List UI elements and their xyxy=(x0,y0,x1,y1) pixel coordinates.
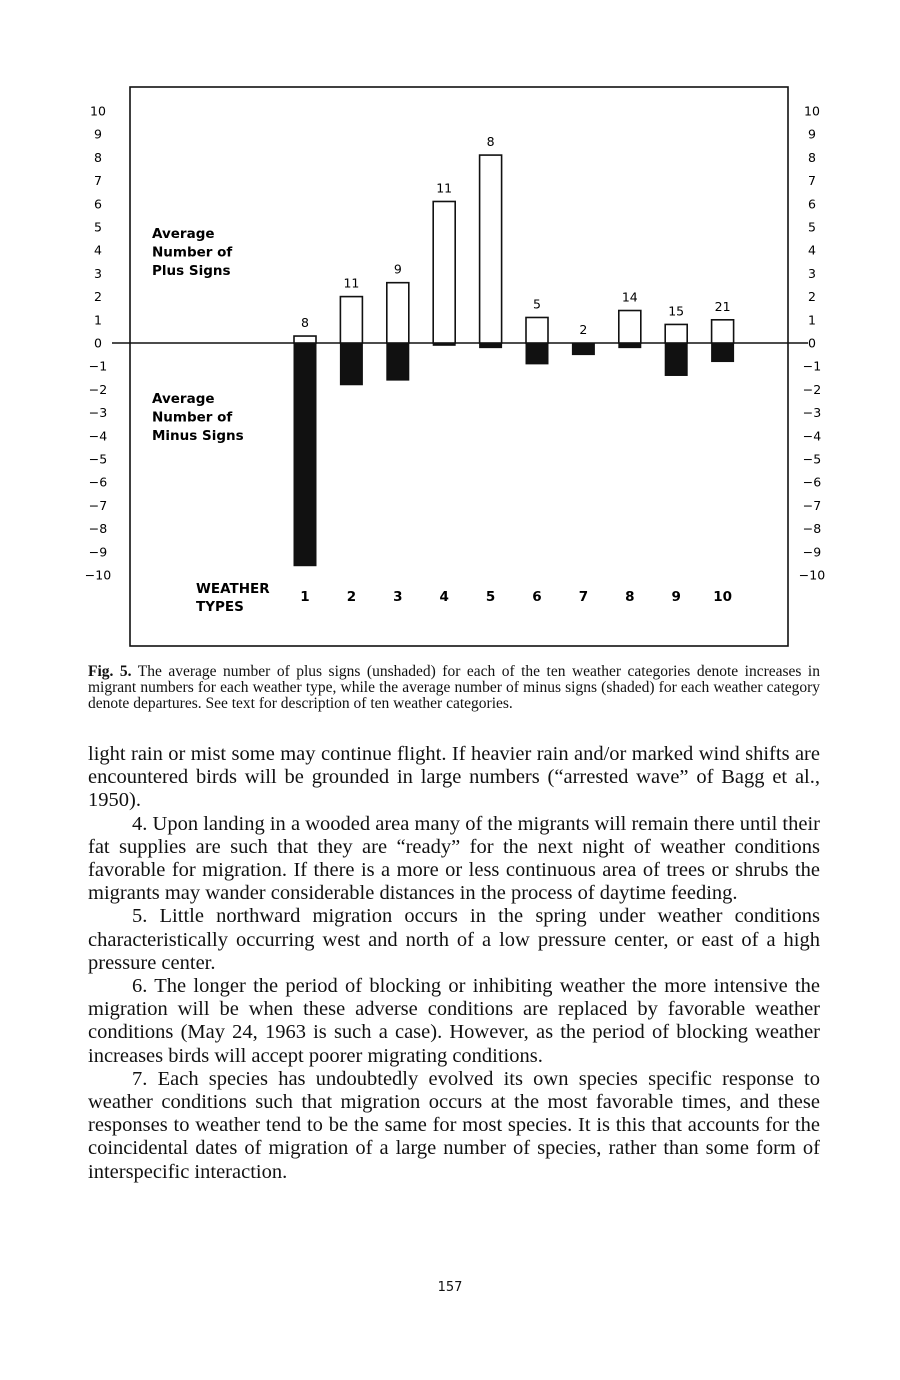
y-tick-right: 10 xyxy=(804,103,820,119)
y-tick-right: 8 xyxy=(808,149,816,165)
y-tick-left: 3 xyxy=(94,265,102,281)
x-tick-label: 4 xyxy=(439,589,449,605)
x-tick-label: 6 xyxy=(532,589,542,605)
y-tick-right: 3 xyxy=(808,265,816,281)
figure-caption-text: The average number of plus signs (unshaded) for each of the ten weather categories denote increases in migrant numbers for each weather type, while the average number of minus signs (shaded) for each weather category denote departures. See text for description of ten weather categories. xyxy=(88,663,820,712)
y-tick-right: 9 xyxy=(808,126,816,142)
paragraph-6: 6. The longer the period of blocking or inhibiting weather the more intensive the migration will be when these adverse conditions are replaced by favorable weather conditions (May 24, 1963 is such a case). However, as the period of blocking weather increases birds will accept poorer migrating conditions. xyxy=(88,975,820,1067)
paragraph-7: 7. Each species has undoubtedly evolved its own species specific response to weather conditions such that migration occurs at the most favorable times, and these responses to weather tend to be the same for most species. It is this that accounts for the coincidental dates of migration of a large number of species, rather than some form of interspecific interaction. xyxy=(88,1067,820,1183)
y-tick-left: −2 xyxy=(88,381,108,397)
y-tick-left: −7 xyxy=(88,497,108,513)
y-tick-right: 2 xyxy=(808,289,816,305)
minus-bar xyxy=(665,343,687,375)
bar-data-label: 11 xyxy=(436,180,453,196)
minus-bar xyxy=(572,343,594,355)
y-tick-left: 7 xyxy=(94,173,102,189)
legend-minus-line: Number of xyxy=(152,409,233,426)
y-tick-right: 7 xyxy=(808,173,816,189)
y-tick-left: −1 xyxy=(88,358,108,374)
figure-label: Fig. 5. xyxy=(88,663,132,680)
y-tick-right: −10 xyxy=(798,567,826,583)
bar-data-label: 15 xyxy=(668,303,685,319)
y-tick-left: −4 xyxy=(88,428,108,444)
plus-bar xyxy=(526,317,548,343)
figure-caption xyxy=(88,664,820,712)
bar-data-label: 5 xyxy=(533,296,541,312)
y-tick-left: 9 xyxy=(94,126,102,142)
y-tick-right: −5 xyxy=(802,451,822,467)
bar-data-label: 2 xyxy=(579,322,588,337)
minus-bar xyxy=(433,343,455,345)
plus-bar xyxy=(433,201,455,343)
page-number: 157 xyxy=(437,1280,463,1295)
bar-data-label: 9 xyxy=(393,261,402,277)
y-tick-left: 2 xyxy=(94,289,102,305)
y-tick-left: 1 xyxy=(94,312,102,328)
paragraph-4: 4. Upon landing in a wooded area many of the migrants will remain there until their fat supplies are such that they are “ready” for the next night of weather conditions favorable for migration. If there is a more or less continuous area of trees or shrubs the migrants may wander considerable distances in the process of daytime feeding. xyxy=(88,812,820,905)
y-tick-right: −4 xyxy=(802,428,822,444)
x-tick-label: 2 xyxy=(346,589,357,605)
y-tick-right: 0 xyxy=(808,335,816,351)
plus-bar xyxy=(340,297,362,343)
y-tick-left: 0 xyxy=(94,335,102,351)
y-tick-right: −7 xyxy=(802,497,822,513)
y-tick-right: −8 xyxy=(802,521,822,537)
bar-data-label: 11 xyxy=(343,275,360,291)
y-tick-left: −10 xyxy=(84,567,112,583)
x-tick-label: 9 xyxy=(671,589,681,605)
x-axis-title-line: WEATHER xyxy=(196,581,270,597)
plus-bar xyxy=(294,336,316,343)
y-tick-left: −8 xyxy=(88,521,108,537)
bar-data-label: 21 xyxy=(714,298,731,314)
x-tick-label: 7 xyxy=(578,589,589,605)
y-tick-right: 4 xyxy=(808,242,816,258)
y-tick-left: −5 xyxy=(88,451,108,467)
y-tick-left: 10 xyxy=(90,103,106,119)
bar-chart xyxy=(0,0,900,660)
minus-bar xyxy=(619,343,641,348)
x-tick-label: 3 xyxy=(393,589,403,605)
y-tick-left: −9 xyxy=(88,544,108,560)
body-text xyxy=(88,743,820,1184)
minus-bar xyxy=(387,343,409,380)
paragraph-5: 5. Little northward migration occurs in the spring under weather conditions characteristically occurring west and north of a low pressure center, or east of a high pressure center. xyxy=(88,905,820,974)
y-tick-right: 6 xyxy=(808,196,816,212)
minus-bar xyxy=(712,343,734,362)
y-tick-right: 1 xyxy=(808,312,816,328)
y-tick-left: 4 xyxy=(94,242,102,258)
bar-data-label: 8 xyxy=(301,315,309,331)
minus-bar xyxy=(340,343,362,385)
plus-bar xyxy=(665,324,687,343)
minus-bar xyxy=(526,343,548,364)
legend-plus-line: Average xyxy=(152,226,215,242)
bar-data-label: 8 xyxy=(486,134,495,150)
bar-data-label: 14 xyxy=(621,289,638,305)
y-tick-right: −1 xyxy=(802,358,822,374)
y-tick-right: −2 xyxy=(802,381,822,397)
y-tick-right: −9 xyxy=(802,544,822,560)
y-tick-left: −3 xyxy=(88,405,108,421)
minus-bar xyxy=(294,343,316,566)
x-tick-label: 8 xyxy=(625,589,635,605)
y-tick-left: 8 xyxy=(94,149,102,165)
x-tick-label: 1 xyxy=(300,589,310,605)
x-axis-title-line: TYPES xyxy=(196,599,244,615)
y-tick-left: −6 xyxy=(88,474,108,490)
y-tick-right: −3 xyxy=(802,405,822,421)
x-tick-label: 10 xyxy=(713,589,732,605)
legend-plus-line: Plus Signs xyxy=(152,263,231,279)
plus-bar xyxy=(712,320,734,343)
y-tick-right: −6 xyxy=(802,474,822,490)
legend-minus-line: Average xyxy=(152,391,215,407)
plus-bar xyxy=(619,311,641,343)
legend-minus-line: Minus Signs xyxy=(152,428,244,444)
chart-frame xyxy=(130,87,788,646)
y-tick-left: 6 xyxy=(94,196,102,212)
x-tick-label: 5 xyxy=(485,589,496,605)
y-tick-left: 5 xyxy=(94,219,102,235)
paragraph-continued: light rain or mist some may continue flight. If heavier rain and/or marked wind shifts are encountered birds will be grounded in large numbers (“arrested wave” of Bagg et al., 1950). xyxy=(88,743,820,812)
plus-bar xyxy=(387,283,409,343)
plus-bar xyxy=(480,155,502,343)
minus-bar xyxy=(480,343,502,348)
y-tick-right: 5 xyxy=(808,219,816,235)
legend-plus-line: Number of xyxy=(152,244,233,261)
